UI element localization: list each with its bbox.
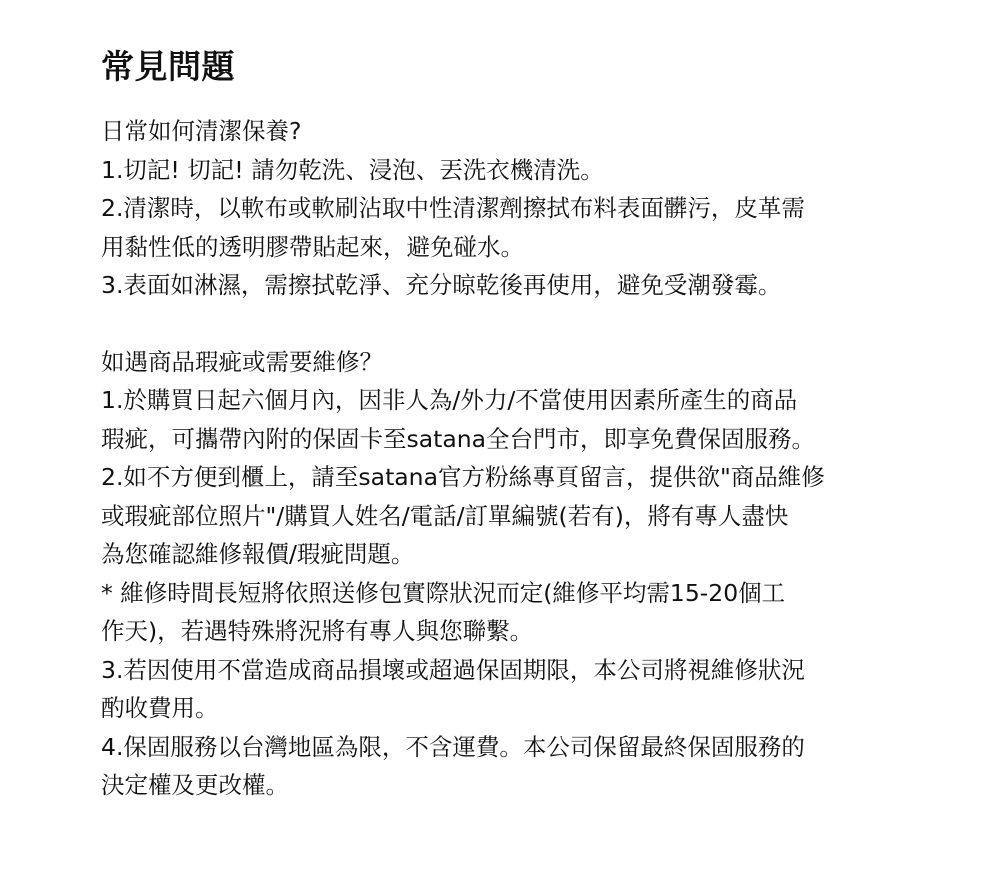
repair-answer-line: 4.保固服務以台灣地區為限，不含運費。本公司保留最終保固服務的: [101, 732, 805, 761]
repair-answer-line: 決定權及更改權。: [101, 771, 289, 799]
repair-answer-line: 2.如不方便到櫃上，請至satana官方粉絲專頁留言，提供欲"商品維修: [101, 463, 825, 491]
repair-answer-line: 或瑕疵部位照片"/購買人姓名/電話/訂單編號(若有)，將有專人盡快: [101, 501, 789, 530]
repair-section: [101, 343, 901, 805]
care-section: [101, 112, 901, 305]
repair-question: 如遇商品瑕疵或需要維修？: [101, 347, 383, 376]
repair-answer-line: 3.若因使用不當造成商品損壞或超過保固期限，本公司將視維修狀況: [101, 655, 805, 684]
care-answer-line: 1.切記! 切記! 請勿乾洗、浸泡、丟洗衣機清洗。: [101, 155, 604, 184]
care-answer-line: 用黏性低的透明膠帶貼起來，避免碰水。: [101, 232, 524, 261]
repair-answer-line: * 維修時間長短將依照送修包實際狀況而定(維修平均需15-20個工: [101, 578, 786, 607]
repair-answer-line: 作天)，若遇特殊將況將有專人與您聯繫。: [101, 617, 534, 645]
repair-answer-line: 1.於購買日起六個月內，因非人為/外力/不當使用因素所產生的商品: [101, 386, 798, 414]
care-answer-line: 3.表面如淋濕，需擦拭乾淨、充分晾乾後再使用，避免受潮發霉。: [101, 271, 782, 299]
repair-answer-line: 酌收費用。: [101, 694, 219, 722]
care-answer-line: 2.清潔時，以軟布或軟刷沾取中性清潔劑擦拭布料表面髒污，皮革需: [101, 194, 805, 222]
repair-answer-line: 為您確認維修報價/瑕疵問題。: [101, 540, 415, 568]
page-title: 常見問題: [101, 47, 235, 86]
faq-content: [101, 44, 901, 805]
repair-answer-line: 瑕疵，可攜帶內附的保固卡至satana全台門市，即享免費保固服務。: [101, 424, 816, 453]
care-question: 日常如何清潔保養?: [101, 117, 302, 145]
